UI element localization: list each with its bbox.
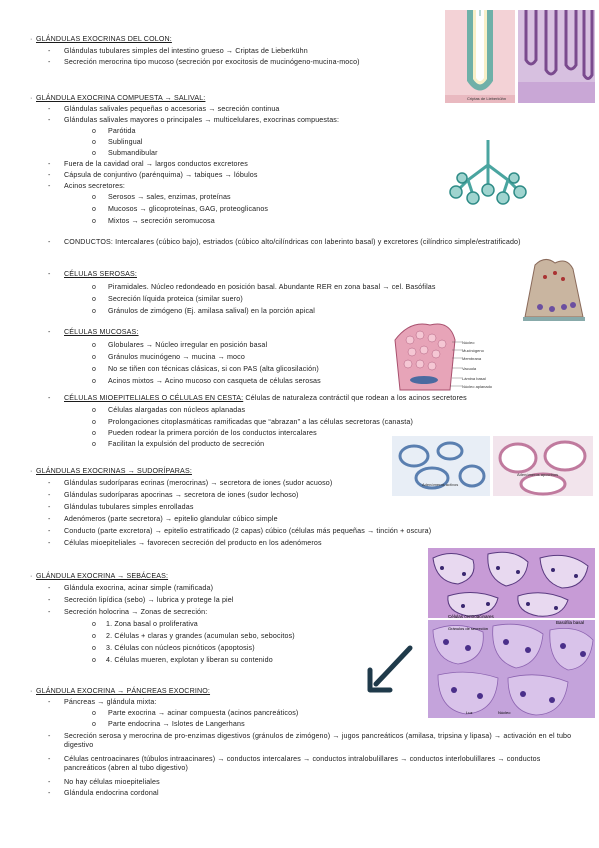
compound-gland-diagram <box>448 140 528 205</box>
diagram-label: Núcleo aplanado <box>462 384 493 389</box>
bullet: · <box>30 36 33 43</box>
diagram-label: Membrana <box>462 356 482 361</box>
mioepiteliales-definition: Células de naturaleza contráctil que rodean a los acinos secretores <box>243 394 467 402</box>
list-item: Glándula exocrina, acinar simple (ramificada) <box>64 584 214 592</box>
sub-item: Sublingual <box>108 138 143 146</box>
list-item: Cápsula de conjuntivo (parénquima) → tabiques → lóbulos <box>64 171 258 179</box>
list-item: Células mioepiteliales → favorecen secreción del producto en los adenómeros <box>64 539 322 547</box>
sub-item: Submandibular <box>108 149 158 157</box>
dash: - <box>48 172 51 179</box>
dash: - <box>48 779 51 786</box>
dash: - <box>48 59 51 66</box>
sub-item: Parte endocrina → Islotes de Langerhans <box>108 720 245 728</box>
sub-item: Mixtos → secreción seromucosa <box>108 217 215 225</box>
mioepiteliales-intro <box>64 394 467 403</box>
sub-item: Gránulos de zimógeno (Ej. amilasa salival) en la porción apical <box>108 307 315 315</box>
image-label: Núcleo <box>498 710 511 715</box>
sub-item: 3. Células con núcleos picnóticos (apoptosis) <box>106 644 255 652</box>
diagram-label: Lámina basal <box>462 376 486 381</box>
list-item: Fuera de la cavidad oral → largos conductos excretores <box>64 160 248 168</box>
dash: - <box>48 329 51 336</box>
dash: - <box>48 117 51 124</box>
list-item: Conducto (parte excretora) → epitelio estratificado (2 capas) cúbico (células más pequeñas → tinción + oscura) <box>64 527 432 535</box>
sub-item: 4. Células mueren, explotan y liberan su contenido <box>106 656 273 664</box>
section-heading-mioepiteliales: CÉLULAS MIOEPITELIALES O CÉLULAS EN CESTA: <box>64 394 244 402</box>
sweat-gland-histology-right <box>493 436 593 496</box>
sub-bullet: o <box>92 194 96 201</box>
list-item: Adenómeros (parte secretora) → epitelio glandular cúbico simple <box>64 515 278 523</box>
dash: - <box>48 516 51 523</box>
list-item: Secreción merocrina tipo mucoso (secreción por exocitosis de mucinógeno-mucina-moco) <box>64 58 360 66</box>
sub-item: Gránulos mucinógeno → mucina → moco <box>108 353 245 361</box>
image-caption: Adenómeros apocrinos <box>517 472 559 477</box>
sub-item: Serosos → sales, enzimas, proteínas <box>108 193 231 201</box>
conductos-text: CONDUCTOS: Intercalares (cúbico bajo), estriados (cúbico alto/cilíndricas con laberinto basal) y excretores (cilíndrico simple/estratificado) <box>64 238 521 246</box>
list-item: Acinos secretores: <box>64 182 126 190</box>
list-item: Glándulas tubulares simples enrolladas <box>64 503 194 511</box>
sub-bullet: o <box>92 419 96 426</box>
image-label: Células centroacinares <box>448 614 494 619</box>
sub-item: Acinos mixtos → Acino mucoso con casqueta de células serosas <box>108 377 321 385</box>
sub-bullet: o <box>92 441 96 448</box>
sub-bullet: o <box>92 128 96 135</box>
dash: - <box>48 540 51 547</box>
bullet: · <box>30 573 33 580</box>
dash: - <box>48 528 51 535</box>
list-item: Glándulas sudoríparas ecrinas (merocrinas) → secretora de iones (sudor acuoso) <box>64 479 333 487</box>
sub-bullet: o <box>92 139 96 146</box>
section-heading-colon: GLÁNDULAS EXOCRINAS DEL COLON: <box>36 35 172 43</box>
sub-bullet: o <box>92 150 96 157</box>
sub-bullet: o <box>92 206 96 213</box>
list-item: Glándulas salivales mayores o principales → multicelulares, exocrinas compuestas: <box>64 116 340 124</box>
sub-bullet: o <box>92 430 96 437</box>
section-heading-pancreas: GLÁNDULA EXOCRINA → PÁNCREAS EXOCRINO: <box>36 687 211 695</box>
dash: - <box>48 395 51 402</box>
dash: - <box>48 183 51 190</box>
dash: - <box>48 790 51 797</box>
sub-bullet: o <box>92 366 96 373</box>
sub-bullet: o <box>92 407 96 414</box>
sub-bullet: o <box>92 308 96 315</box>
diagram-label: Núcleo <box>462 340 475 345</box>
sub-item: 2. Células + claras y grandes (acumulan sebo, sebocitos) <box>106 632 295 640</box>
diagram-label: Mucinógeno <box>462 348 484 353</box>
sub-bullet: o <box>92 296 96 303</box>
bullet: · <box>30 95 33 102</box>
sub-item: Piramidales. Núcleo redondeado en posición basal. Abundante RER en zona basal → cel. Basófilas <box>108 283 436 291</box>
dash: - <box>48 239 51 246</box>
sub-bullet: o <box>92 645 96 652</box>
dash: - <box>48 106 51 113</box>
list-item: Secreción lipídica (sebo) → lubrica y protege la piel <box>64 596 234 604</box>
sub-item: Facilitan la expulsión del producto de secreción <box>108 440 265 448</box>
list-item: Glándula endocrina cordonal <box>64 789 159 797</box>
sub-bullet: o <box>92 342 96 349</box>
diagram-label: Vacuola <box>462 366 477 371</box>
dash: - <box>48 733 51 740</box>
sub-item: Prolongaciones citoplasmáticas ramificadas que “abrazan” a las células secretoras (canasta) <box>108 418 414 426</box>
sub-item: Células alargadas con núcleos aplanadas <box>108 406 246 414</box>
crypt-diagram <box>445 10 515 103</box>
list-item: Glándulas salivales pequeñas o accesorias → secreción continua <box>64 105 280 113</box>
sub-item: No se tiñen con técnicas clásicas, si con PAS (alta glicosilación) <box>108 365 319 373</box>
dash: - <box>48 480 51 487</box>
image-label: Luz <box>466 710 473 715</box>
dash: - <box>48 585 51 592</box>
sub-bullet: o <box>92 657 96 664</box>
pancreas-histology-bottom <box>428 620 595 718</box>
sub-bullet: o <box>92 284 96 291</box>
sub-bullet: o <box>92 218 96 225</box>
section-heading-serosas: CÉLULAS SEROSAS: <box>64 270 137 278</box>
image-caption: Adenómeros activos <box>422 482 459 487</box>
list-item: Secreción serosa y merocrina de pro-enzimas digestivos (gránulos de zimógeno) → jugos pancreáticos (amilasa, tripsina y lipasa) → activación en el tubo digestivo <box>64 732 572 749</box>
dash: - <box>48 492 51 499</box>
dash: - <box>48 504 51 511</box>
list-item: No hay células mioepiteliales <box>64 778 160 786</box>
pancreas-histology-top <box>428 548 595 618</box>
sub-item: Globulares → Núcleo irregular en posición basal <box>108 341 268 349</box>
section-heading-salival: GLÁNDULA EXOCRINA COMPUESTA → SALIVAL: <box>36 94 206 102</box>
sub-item: Secreción líquida proteica (similar suero) <box>108 295 243 303</box>
mucous-cell-diagram <box>390 320 493 392</box>
list-item: Secreción holocrina → Zonas de secreción: <box>64 608 208 616</box>
list-item: Células centroacinares (túbulos intraacinares) → conductos intercalares → conductos intralobulillares → conductos interlobulillares → conductos pancreáticos (abren al tubo digestivo) <box>64 755 541 772</box>
list-item: Glándulas sudoríparas apocrinas → secretora de iones (sudor lechoso) <box>64 491 299 499</box>
dash: - <box>48 756 51 763</box>
serous-acinus-diagram <box>515 255 595 327</box>
section-heading-mucosas: CÉLULAS MUCOSAS: <box>64 328 139 336</box>
sub-item: Parte exocrina → acinar compuesta (acinos pancreáticos) <box>108 709 299 717</box>
dash: - <box>48 48 51 55</box>
colon-histology-image <box>518 10 595 103</box>
image-label: Gránulos de secreción <box>448 626 489 631</box>
sub-bullet: o <box>92 621 96 628</box>
image-label: Basófila basal <box>556 620 585 625</box>
section-heading-sudoriparas: GLÁNDULAS EXOCRINAS → SUDORÍPARAS: <box>36 467 192 475</box>
sub-item: 1. Zona basal o proliferativa <box>106 620 198 628</box>
dash: - <box>48 161 51 168</box>
bullet: · <box>30 468 33 475</box>
sub-bullet: o <box>92 721 96 728</box>
dash: - <box>48 609 51 616</box>
sub-bullet: o <box>92 378 96 385</box>
sub-bullet: o <box>92 633 96 640</box>
list-item: Glándulas tubulares simples del intestino grueso → Criptas de Lieberkühn <box>64 47 308 55</box>
sub-item: Parótida <box>108 127 136 135</box>
arrow-icon <box>366 644 414 694</box>
dash: - <box>48 597 51 604</box>
dash: - <box>48 271 51 278</box>
image-caption: Criptas de Lieberkühn <box>467 96 507 101</box>
sub-item: Mucosos → glicoproteínas, GAG, proteoglicanos <box>108 205 269 213</box>
sweat-gland-histology-left <box>392 436 490 496</box>
sub-bullet: o <box>92 710 96 717</box>
sub-item: Pueden rodear la primera porción de los conductos intercalares <box>108 429 317 437</box>
dash: - <box>48 699 51 706</box>
section-heading-sebaceas: GLÁNDULA EXOCRINA → SEBÁCEAS: <box>36 572 169 580</box>
bullet: · <box>30 688 33 695</box>
list-item: Páncreas → glándula mixta: <box>64 698 157 706</box>
sub-bullet: o <box>92 354 96 361</box>
